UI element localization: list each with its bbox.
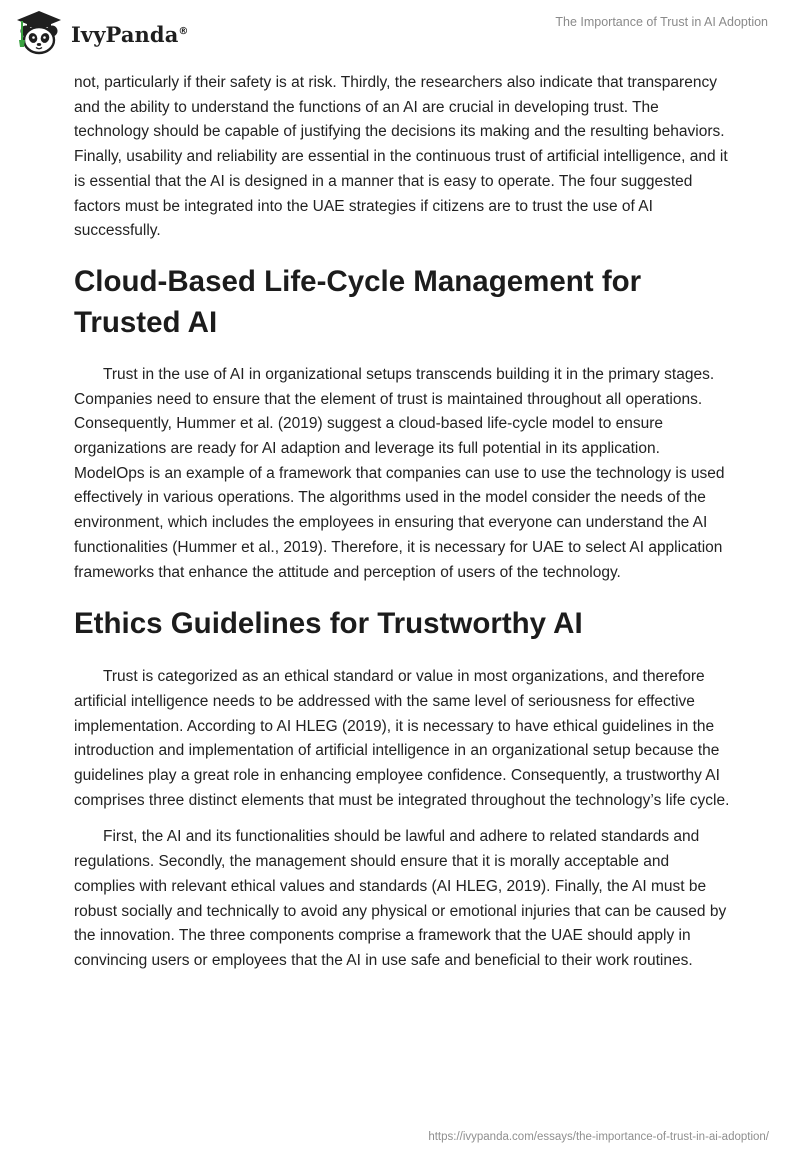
brand-name: IvyPanda® xyxy=(71,21,189,47)
panda-graduation-cap-icon xyxy=(14,8,64,58)
document-title: The Importance of Trust in AI Adoption xyxy=(555,15,768,29)
essay-content xyxy=(74,71,734,974)
ivypanda-logo[interactable] xyxy=(14,8,189,58)
intro-paragraph: not, particularly if their safety is at risk. Thirdly, the researchers also indicate that transparency and the ability to understand the functions of an AI are crucial in developing trust. The technology should be capable of justifying the decisions its making and the resulting behaviors. Finally, usability and reliability are essential in the continuous trust of artificial intelligence, and it is essential that the AI is designed in a manner that is easy to operate. The four suggested factors must be integrated into the UAE strategies if citizens are to trust the use of AI successfully. xyxy=(74,74,728,240)
section-heading-cloud-lifecycle: Cloud-Based Life-Cycle Management for Trusted AI xyxy=(74,264,642,339)
section-heading-ethics-guidelines: Ethics Guidelines for Trustworthy AI xyxy=(74,607,583,641)
section-paragraph: Trust in the use of AI in organizational setups transcends building it in the primary stages. Companies need to ensure that the element of trust is maintained throughout all operations. Consequently, Hummer et al. (2019) suggest a cloud-based life-cycle model to ensure organizations are ready for AI adaption and leverage its full potential in its application. ModelOps is an example of a framework that companies can use to use the technology is used effectively in various operations. The algorithms used in the model consider the needs of the environment, which includes the employees in ensuring that everyone can understand the AI functionalities (Hummer et al., 2019). Therefore, it is necessary for UAE to select AI application frameworks that enhance the attitude and perception of users of the technology. xyxy=(74,365,725,581)
source-url[interactable]: https://ivypanda.com/essays/the-importance-of-trust-in-ai-adoption/ xyxy=(428,1131,769,1143)
registered-mark: ® xyxy=(178,25,189,37)
section-paragraph: First, the AI and its functionalities should be lawful and adhere to related standards and regulations. Secondly, the management should ensure that it is morally acceptable and complies with relevant ethical values and standards (AI HLEG, 2019). Finally, the AI must be robust socially and technically to avoid any physical or emotional injuries that can be caused by the innovation. The three components comprise a framework that the UAE should apply in convincing users or employees that the AI in use safe and beneficial to their work routines. xyxy=(74,828,727,969)
page-header xyxy=(0,0,800,62)
section-paragraph: Trust is categorized as an ethical standard or value in most organizations, and therefore artificial intelligence needs to be addressed with the same level of seriousness for effective implementation. According to AI HLEG (2019), it is necessary to have ethical guidelines in the introduction and implementation of artificial intelligence in an organizational setup because the guidelines play a great role in enhancing employee confidence. Consequently, a trustworthy AI comprises three distinct elements that must be integrated throughout the technology’s life cycle. xyxy=(74,668,730,809)
